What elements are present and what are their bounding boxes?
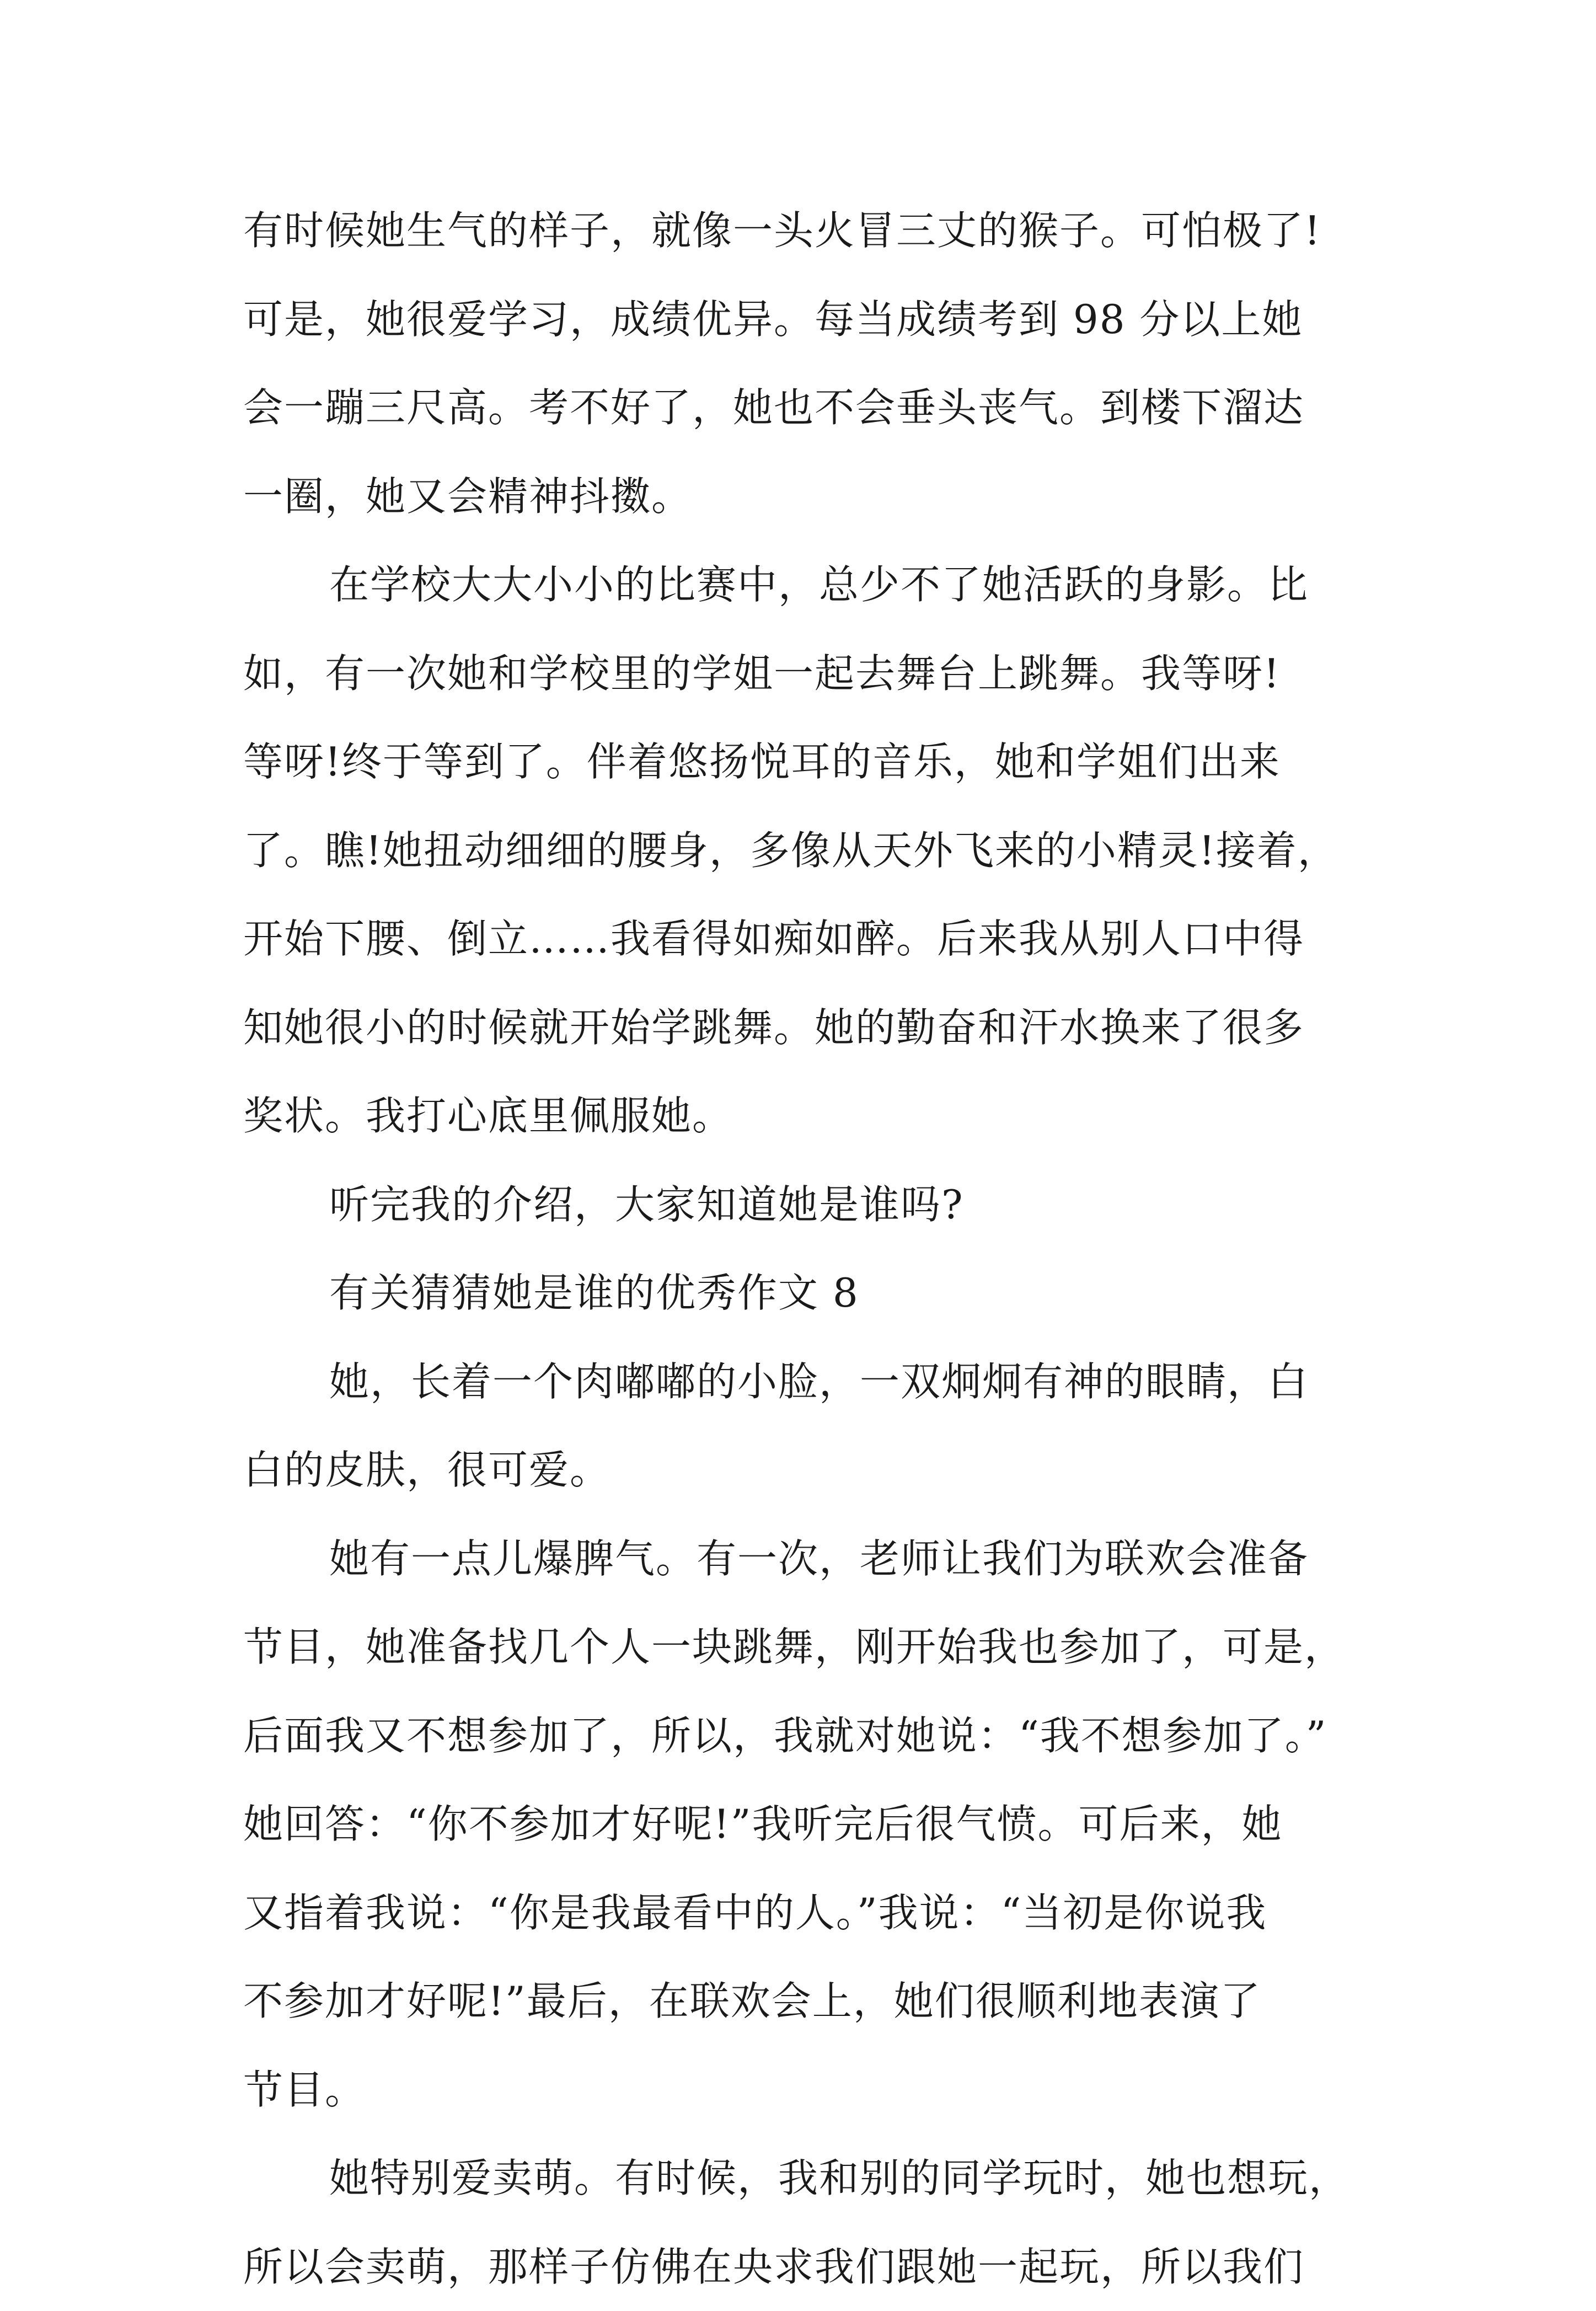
text-line: 节目。: [243, 2046, 1390, 2135]
text-line: 白的皮肤，很可爱。: [243, 1426, 1390, 1515]
text-line: 不参加才好呢!”最后，在联欢会上，她们很顺利地表演了: [243, 1957, 1390, 2046]
paragraph-first-line: 她特别爱卖萌。有时候，我和别的同学玩时，她也想玩，: [243, 2134, 1390, 2223]
text-line: 有时候她生气的样子，就像一头火冒三丈的猴子。可怕极了!: [243, 186, 1390, 275]
paragraph-first-line: 在学校大大小小的比赛中，总少不了她活跃的身影。比: [243, 541, 1390, 629]
essay-heading: 有关猜猜她是谁的优秀作文 8: [243, 1249, 1390, 1338]
document-body: [243, 186, 1390, 2311]
text-line: 可是，她很爱学习，成绩优异。每当成绩考到 98 分以上她: [243, 275, 1390, 364]
text-line: 了。瞧!她扭动细细的腰身，多像从天外飞来的小精灵!接着，: [243, 806, 1390, 895]
text-line: 所以会卖萌，那样子仿佛在央求我们跟她一起玩，所以我们: [243, 2223, 1390, 2311]
text-line: 后面我又不想参加了，所以，我就对她说：“我不想参加了。”: [243, 1692, 1390, 1780]
paragraph-first-line: 听完我的介绍，大家知道她是谁吗?: [243, 1160, 1390, 1249]
text-line: 会一蹦三尺高。考不好了，她也不会垂头丧气。到楼下溜达: [243, 363, 1390, 452]
paragraph-first-line: 她，长着一个肉嘟嘟的小脸，一双炯炯有神的眼睛，白: [243, 1338, 1390, 1426]
text-line: 奖状。我打心底里佩服她。: [243, 1072, 1390, 1160]
paragraph-first-line: 她有一点儿爆脾气。有一次，老师让我们为联欢会准备: [243, 1515, 1390, 1603]
text-line: 一圈，她又会精神抖擞。: [243, 452, 1390, 541]
text-line: 又指着我说：“你是我最看中的人。”我说：“当初是你说我: [243, 1869, 1390, 1957]
text-line: 节目，她准备找几个人一块跳舞，刚开始我也参加了，可是，: [243, 1603, 1390, 1692]
text-line: 等呀!终于等到了。伴着悠扬悦耳的音乐，她和学姐们出来: [243, 718, 1390, 806]
text-line: 知她很小的时候就开始学跳舞。她的勤奋和汗水换来了很多: [243, 983, 1390, 1072]
text-line: 她回答：“你不参加才好呢!”我听完后很气愤。可后来，她: [243, 1780, 1390, 1869]
text-line: 开始下腰、倒立……我看得如痴如醉。后来我从别人口中得: [243, 895, 1390, 983]
text-line: 如，有一次她和学校里的学姐一起去舞台上跳舞。我等呀!: [243, 629, 1390, 718]
